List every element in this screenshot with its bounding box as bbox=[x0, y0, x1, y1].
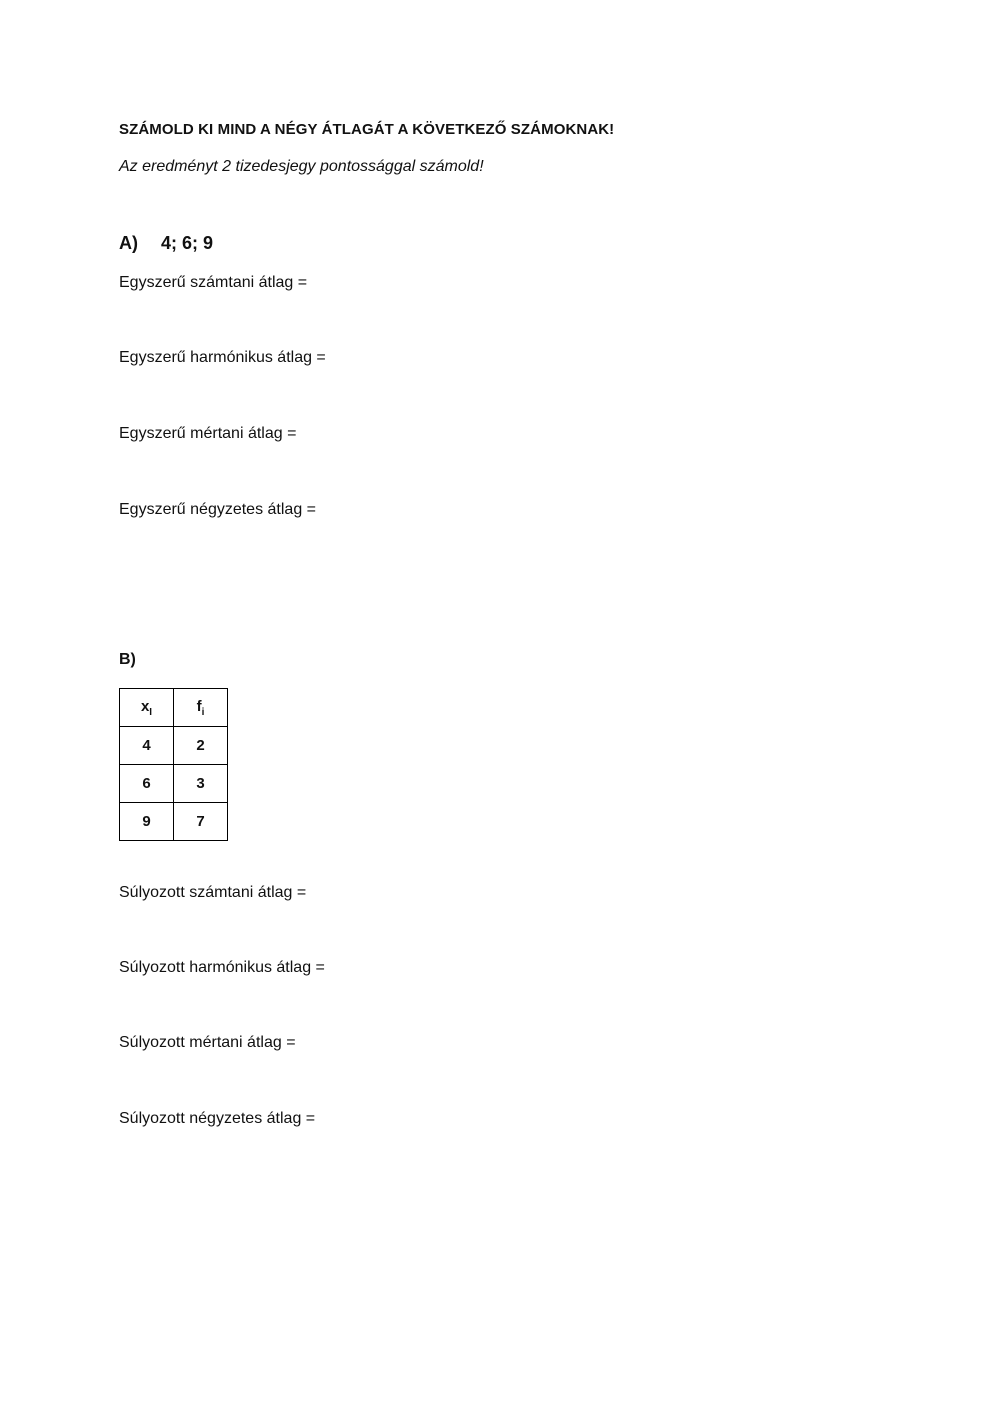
table-row bbox=[120, 803, 228, 841]
header-x-base: x bbox=[140, 697, 150, 715]
worksheet-title: SZÁMOLD KI MIND A NÉGY ÁTLAGÁT A KÖVETKEZŐ SZÁMOKNAK! bbox=[119, 121, 615, 138]
section-b-label: B) bbox=[119, 651, 136, 668]
simple-geometric-mean-line: Egyszerű mértani átlag = bbox=[119, 425, 297, 442]
table-cell-x: 6 bbox=[120, 765, 174, 803]
weighted-harmonic-mean-line: Súlyozott harmónikus átlag = bbox=[119, 959, 325, 976]
weighted-quadratic-mean-line: Súlyozott négyzetes átlag = bbox=[119, 1110, 316, 1127]
table-header-row bbox=[120, 689, 228, 727]
simple-harmonic-mean-line: Egyszerű harmónikus átlag = bbox=[119, 349, 326, 366]
table-cell-f: 3 bbox=[174, 765, 228, 803]
section-a-numbers: 4; 6; 9 bbox=[161, 233, 214, 253]
table-cell-f: 7 bbox=[174, 803, 228, 841]
header-f-sub: i bbox=[201, 706, 205, 718]
frequency-table bbox=[119, 688, 228, 841]
header-f-base: f bbox=[196, 697, 202, 715]
table-row bbox=[120, 727, 228, 765]
table-cell-x: 9 bbox=[120, 803, 174, 841]
header-cell-f bbox=[174, 689, 228, 727]
table-cell-f: 2 bbox=[174, 727, 228, 765]
section-a-heading bbox=[119, 233, 213, 254]
simple-arithmetic-mean-line: Egyszerű számtani átlag = bbox=[119, 274, 308, 291]
header-cell-x bbox=[120, 689, 174, 727]
header-x-sub: I bbox=[149, 706, 153, 718]
worksheet-instruction: Az eredményt 2 tizedesjegy pontossággal számold! bbox=[119, 158, 484, 175]
weighted-arithmetic-mean-line: Súlyozott számtani átlag = bbox=[119, 884, 307, 901]
table-row bbox=[120, 765, 228, 803]
table-cell-x: 4 bbox=[120, 727, 174, 765]
simple-quadratic-mean-line: Egyszerű négyzetes átlag = bbox=[119, 501, 317, 518]
weighted-geometric-mean-line: Súlyozott mértani átlag = bbox=[119, 1034, 296, 1051]
section-a-label: A) bbox=[119, 233, 138, 253]
